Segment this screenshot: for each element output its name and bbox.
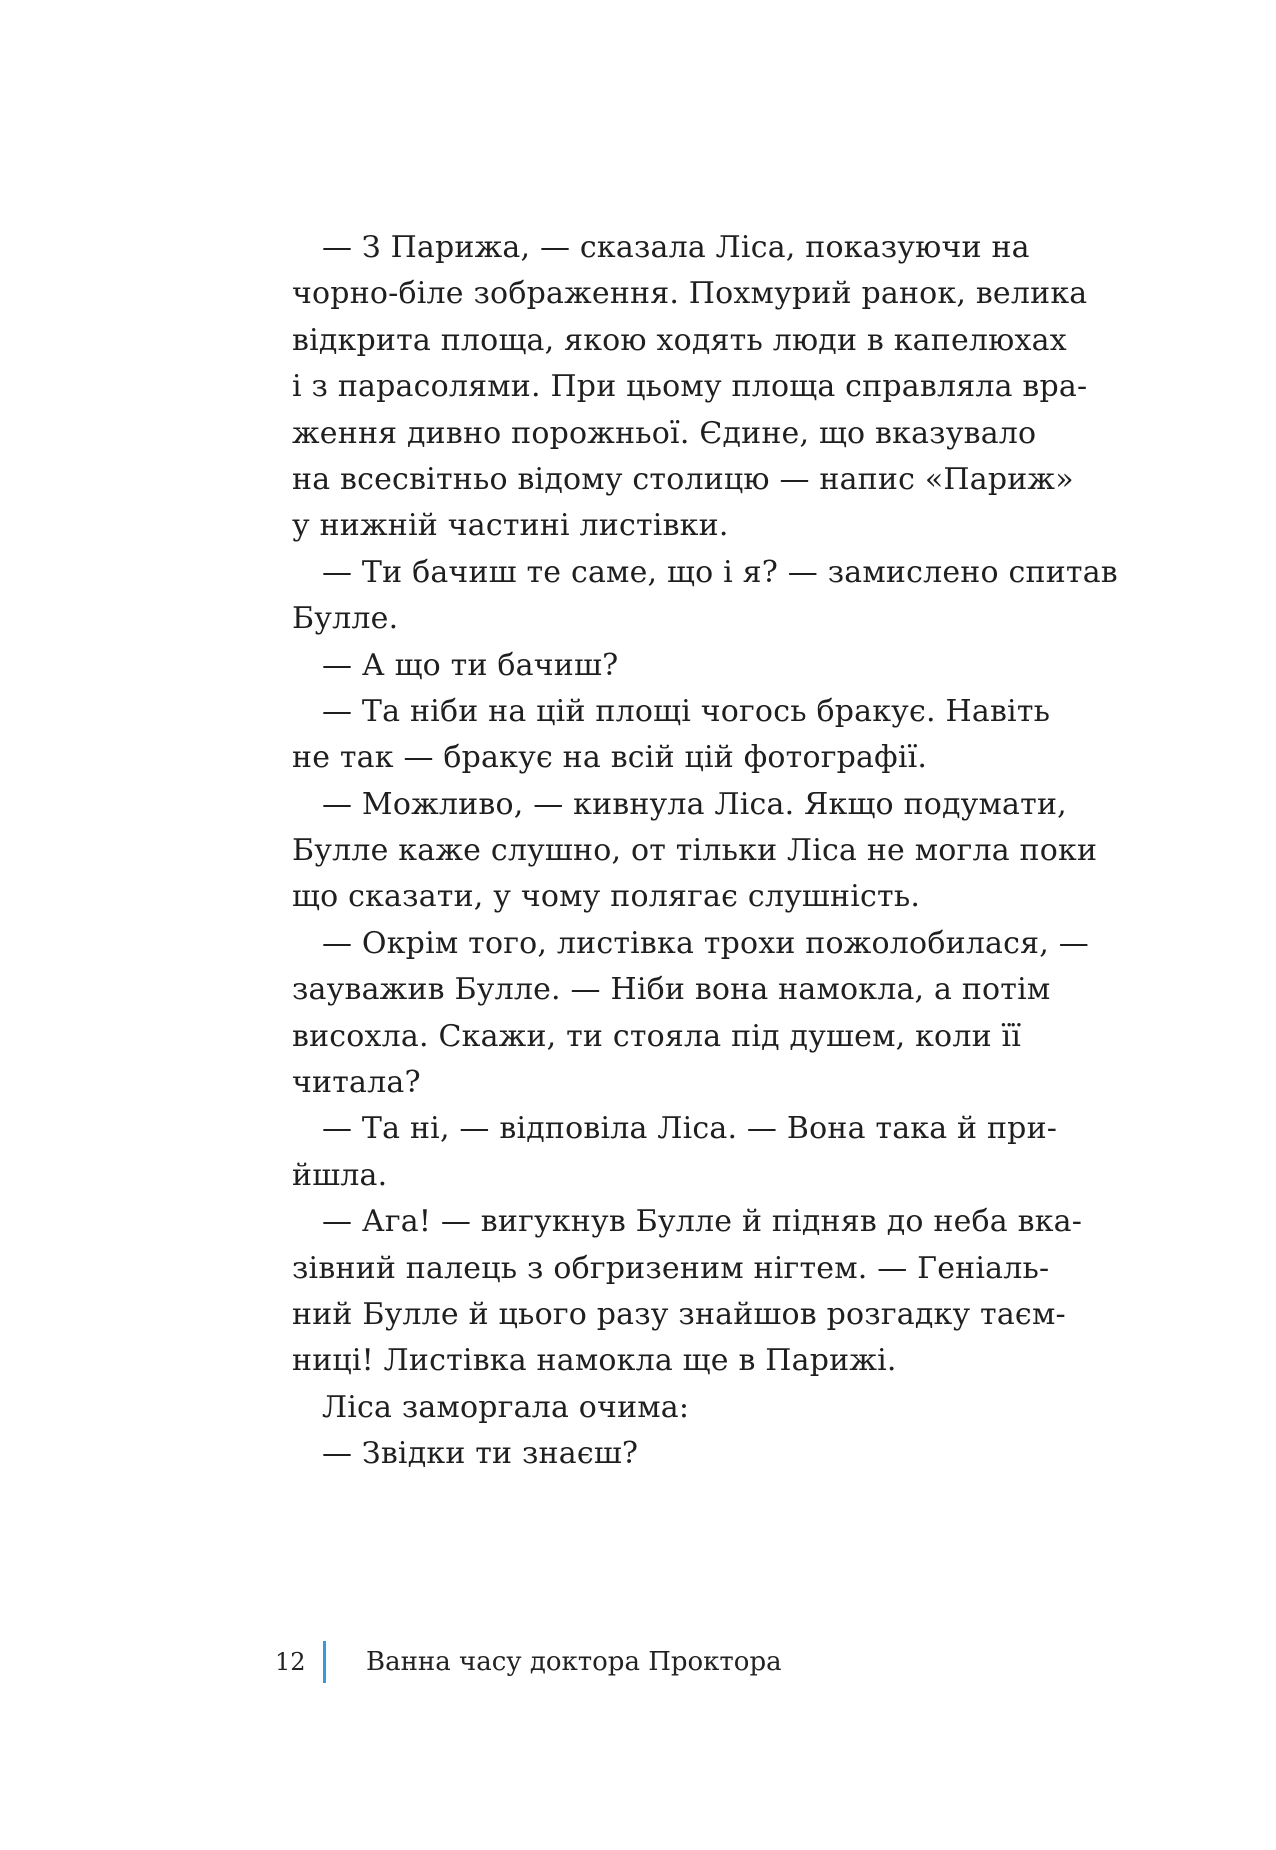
text-line: ження дивно порожньої. Єдине, що вказувало — [292, 415, 1037, 451]
text-line: у нижній частині листівки. — [292, 508, 729, 544]
text-line: — Окрім того, листівка трохи пожолобилася, — — [322, 925, 1089, 961]
text-line: — Ага! — вигукнув Булле й підняв до неба вка- — [322, 1204, 1083, 1240]
text-line: зівний палець з обгризеним нігтем. — Геніаль- — [292, 1250, 1050, 1286]
text-line: чорно-біле зображення. Похмурий ранок, велика — [292, 276, 1088, 312]
text-line: йшла. — [292, 1157, 388, 1193]
page-number: 12 — [275, 1648, 306, 1676]
text-line: — А що ти бачиш? — [322, 647, 619, 683]
text-line: не так — бракує на всій цій фотографії. — [292, 740, 928, 776]
text-line: — Та ніби на цій площі чогось бракує. Навіть — [322, 693, 1051, 729]
text-line: — Можливо, — кивнула Ліса. Якщо подумати, — [322, 786, 1067, 822]
text-line: Булле каже слушно, от тільки Ліса не могла поки — [292, 833, 1098, 869]
text-line: відкрита площа, якою ходять люди в капелюхах — [292, 322, 1067, 358]
text-line: — З Парижа, — сказала Ліса, показуючи на — [322, 230, 1030, 265]
text-line: що сказати, у чому полягає слушність. — [292, 879, 921, 915]
text-line: висохла. Скажи, ти стояла під душем, коли її — [292, 1018, 1022, 1054]
text-line: — Звідки ти знаєш? — [322, 1436, 639, 1472]
text-line: ниці! Листівка намокла ще в Парижі. — [292, 1343, 897, 1379]
text-line: Булле. — [292, 601, 399, 637]
footer-divider — [323, 1641, 326, 1683]
text-line: зауважив Булле. — Ніби вона намокла, а потім — [292, 972, 1051, 1008]
page-footer — [275, 1640, 782, 1684]
body-text — [292, 225, 1118, 1478]
text-line: — Та ні, — відповіла Ліса. — Вона така й при- — [322, 1111, 1058, 1147]
text-line: і з парасолями. При цьому площа справляла вра- — [292, 369, 1088, 405]
text-line: ний Булле й цього разу знайшов розгадку таєм- — [292, 1296, 1066, 1332]
running-title: Ванна часу доктора Проктора — [366, 1647, 782, 1677]
text-line: читала? — [292, 1065, 421, 1101]
text-line: Ліса заморгала очима: — [322, 1389, 690, 1425]
text-line: на всесвітньо відому столицю — напис «Париж» — [292, 461, 1074, 497]
text-line: — Ти бачиш те саме, що і я? — замислено спитав — [322, 554, 1118, 590]
